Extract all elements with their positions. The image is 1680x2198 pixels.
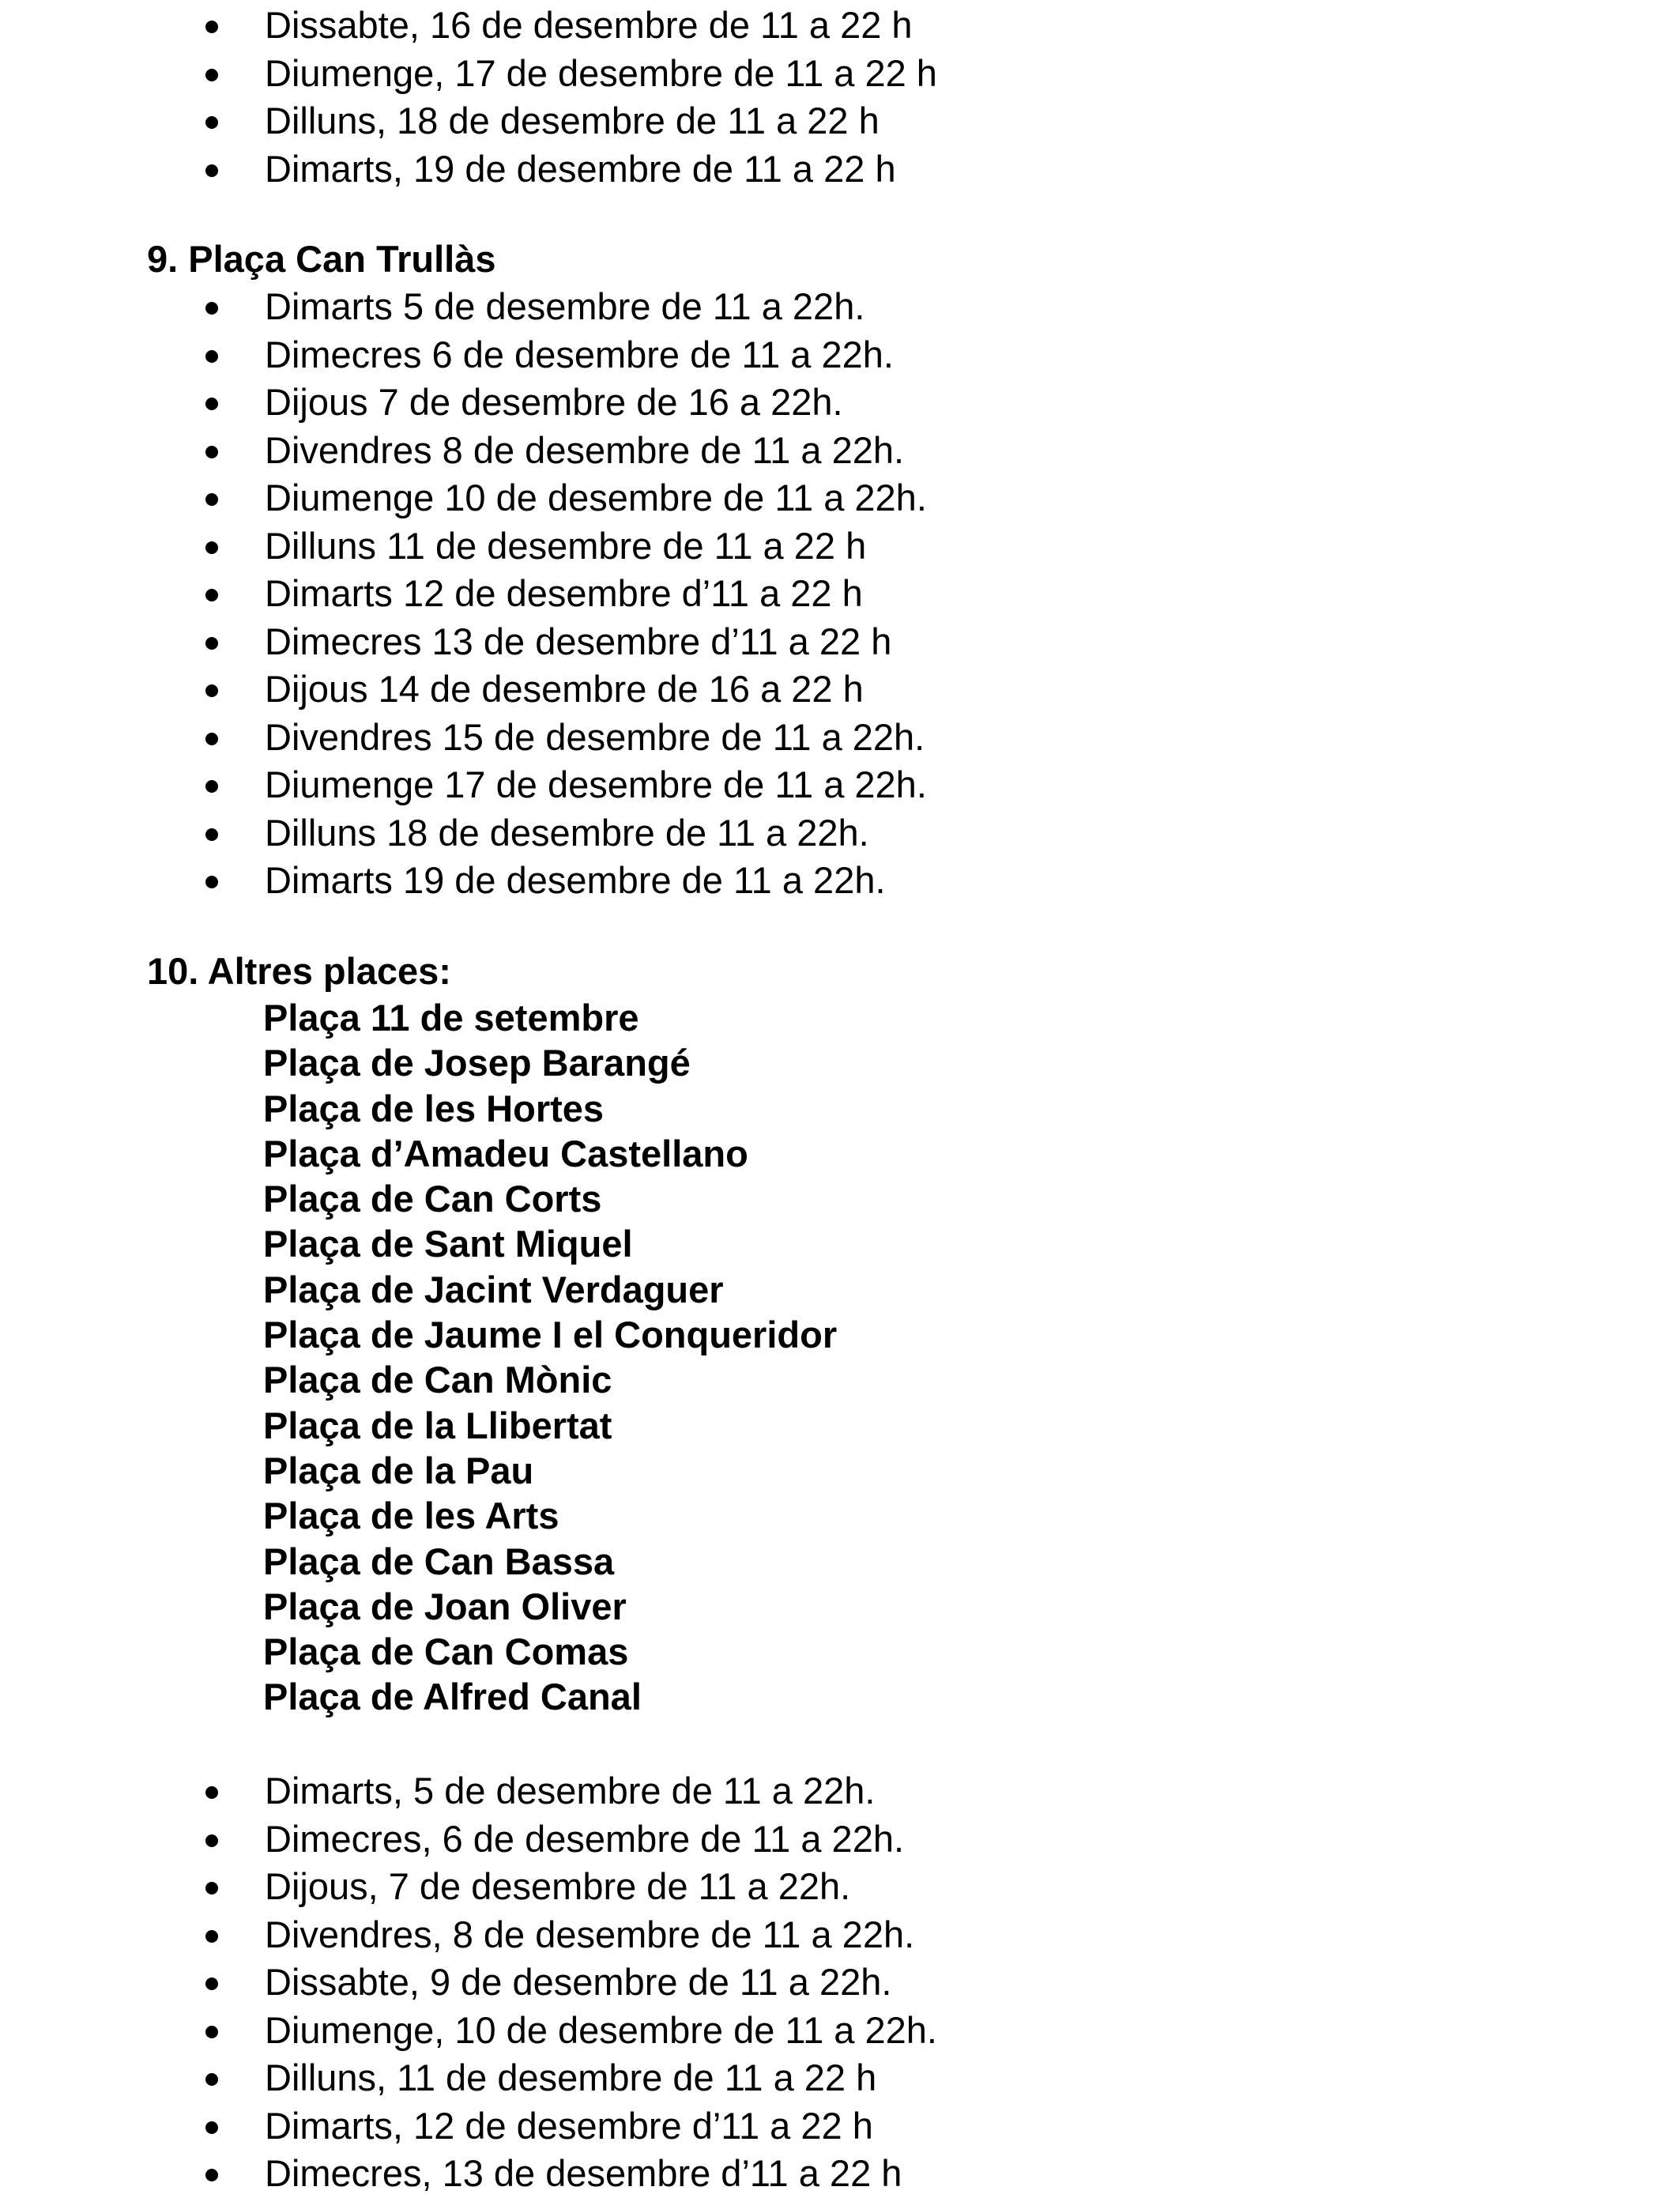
- bullet-icon: [205, 780, 218, 793]
- schedule-item: [0, 2, 937, 50]
- place-name: Plaça de Can Comas: [263, 1631, 629, 1673]
- schedule-item-text: Dijous, 7 de desembre de 11 a 22h.: [265, 1865, 851, 1907]
- place-name: Plaça de la Llibertat: [263, 1404, 612, 1446]
- schedule-item-text: Dimarts, 19 de desembre de 11 a 22 h: [265, 147, 896, 190]
- schedule-item: [0, 474, 927, 522]
- bullet-icon: [205, 116, 218, 129]
- bullet-icon: [205, 446, 218, 458]
- bullet-icon: [205, 541, 218, 554]
- place-name: Plaça de la Pau: [263, 1449, 534, 1491]
- bullet-icon: [205, 1930, 218, 1943]
- schedule-item-text: Dissabte, 9 de desembre de 11 a 22h.: [265, 1961, 892, 2003]
- schedule-item-text: Dissabte, 16 de desembre de 11 a 22 h: [265, 4, 913, 46]
- schedule-item: [0, 1959, 937, 2007]
- schedule-item-text: Divendres, 8 de desembre de 11 a 22h.: [265, 1913, 915, 1955]
- bullet-icon: [205, 1786, 218, 1799]
- schedule-item-text: Divendres 8 de desembre de 11 a 22h.: [265, 428, 905, 471]
- place-name: Plaça 11 de setembre: [263, 997, 639, 1039]
- places-list: [0, 995, 837, 1720]
- bullet-icon: [205, 2169, 218, 2181]
- bullet-icon: [205, 164, 218, 177]
- schedule-item-text: Dimecres 6 de desembre de 11 a 22h.: [265, 333, 894, 375]
- bullet-icon: [205, 828, 218, 841]
- section-heading-10: 10. Altres places:: [147, 950, 451, 992]
- schedule-item: [0, 665, 927, 714]
- schedule-list-previous: [0, 2, 937, 193]
- place-name: Plaça de Joan Oliver: [263, 1585, 627, 1627]
- schedule-item: [0, 97, 937, 145]
- schedule-item: [0, 714, 927, 762]
- bullet-icon: [205, 493, 218, 506]
- bullet-icon: [205, 398, 218, 410]
- schedule-item-text: Dimecres, 6 de desembre de 11 a 22h.: [265, 1817, 905, 1860]
- schedule-item-text: Dilluns 18 de desembre de 11 a 22h.: [265, 811, 869, 854]
- bullet-icon: [205, 350, 218, 363]
- place-name: Plaça de Jacint Verdaguer: [263, 1268, 724, 1310]
- bullet-icon: [205, 21, 218, 33]
- place-name: Plaça de les Arts: [263, 1495, 559, 1537]
- bullet-icon: [205, 1882, 218, 1895]
- schedule-item: [0, 1767, 937, 1815]
- bullet-icon: [205, 684, 218, 697]
- schedule-item-text: Dilluns 11 de desembre de 11 a 22 h: [265, 524, 867, 567]
- schedule-item: [0, 2102, 937, 2151]
- bullet-icon: [205, 1834, 218, 1847]
- schedule-item: [0, 1863, 937, 1911]
- schedule-item: [0, 50, 937, 98]
- schedule-item-text: Diumenge, 17 de desembre de 11 a 22 h: [265, 51, 937, 94]
- schedule-item-text: Dilluns, 11 de desembre de 11 a 22 h: [265, 2057, 877, 2098]
- schedule-item: [0, 857, 927, 905]
- schedule-item: [0, 2150, 937, 2198]
- bullet-icon: [205, 302, 218, 315]
- place-name: Plaça de les Hortes: [263, 1087, 605, 1129]
- place-name: Plaça de Can Corts: [263, 1178, 602, 1220]
- schedule-item: [0, 761, 927, 809]
- schedule-item: [0, 2007, 937, 2055]
- schedule-item: [0, 283, 927, 331]
- bullet-icon: [205, 2026, 218, 2038]
- place-name: Plaça de Jaume I el Conqueridor: [263, 1314, 838, 1356]
- bullet-icon: [205, 69, 218, 81]
- schedule-item: [0, 809, 927, 858]
- bullet-icon: [205, 637, 218, 650]
- place-name: Plaça de Sant Miquel: [263, 1223, 633, 1265]
- bullet-icon: [205, 2121, 218, 2134]
- schedule-item-text: Diumenge 17 de desembre de 11 a 22h.: [265, 763, 927, 805]
- schedule-item-text: Dimecres 13 de desembre d’11 a 22 h: [265, 620, 892, 662]
- schedule-item: [0, 379, 927, 427]
- bullet-icon: [205, 876, 218, 888]
- schedule-list-section-9: [0, 283, 927, 905]
- schedule-item-text: Dimarts 5 de desembre de 11 a 22h.: [265, 285, 865, 327]
- place-name: Plaça de Can Bassa: [263, 1540, 615, 1582]
- schedule-item: [0, 1911, 937, 1959]
- bullet-icon: [205, 733, 218, 745]
- schedule-item-text: Dilluns, 18 de desembre de 11 a 22 h: [265, 100, 880, 141]
- bullet-icon: [205, 589, 218, 601]
- schedule-item-text: Dimarts, 12 de desembre d’11 a 22 h: [265, 2104, 873, 2147]
- bullet-icon: [205, 2073, 218, 2086]
- schedule-list-section-10: [0, 1767, 937, 2198]
- place-name: Plaça de Alfred Canal: [263, 1676, 642, 1718]
- schedule-item-text: Dimecres, 13 de desembre d’11 a 22 h: [265, 2152, 902, 2194]
- schedule-item: [0, 522, 927, 571]
- schedule-item: [0, 331, 927, 379]
- schedule-item-text: Diumenge, 10 de desembre de 11 a 22h.: [265, 2008, 937, 2051]
- schedule-item-text: Dijous 14 de desembre de 16 a 22 h: [265, 668, 864, 710]
- section-heading-9: 9. Plaça Can Trullàs: [147, 238, 496, 280]
- schedule-item: [0, 570, 927, 618]
- schedule-item: [0, 427, 927, 475]
- place-name: Plaça d’Amadeu Castellano: [263, 1132, 748, 1174]
- schedule-item-text: Dimarts 12 de desembre d’11 a 22 h: [265, 572, 863, 614]
- bullet-icon: [205, 1977, 218, 1990]
- place-name: Plaça de Can Mònic: [263, 1359, 612, 1401]
- place-name: Plaça de Josep Barangé: [263, 1042, 691, 1084]
- schedule-item: [0, 618, 927, 666]
- schedule-item-text: Dijous 7 de desembre de 16 a 22h.: [265, 381, 843, 423]
- schedule-item-text: Divendres 15 de desembre de 11 a 22h.: [265, 715, 925, 758]
- schedule-item-text: Dimarts 19 de desembre de 11 a 22h.: [265, 859, 886, 901]
- schedule-item-text: Dimarts, 5 de desembre de 11 a 22h.: [265, 1770, 876, 1812]
- schedule-item-text: Diumenge 10 de desembre de 11 a 22h.: [265, 477, 927, 518]
- schedule-item: [0, 1815, 937, 1864]
- schedule-item: [0, 2054, 937, 2102]
- schedule-item: [0, 145, 937, 194]
